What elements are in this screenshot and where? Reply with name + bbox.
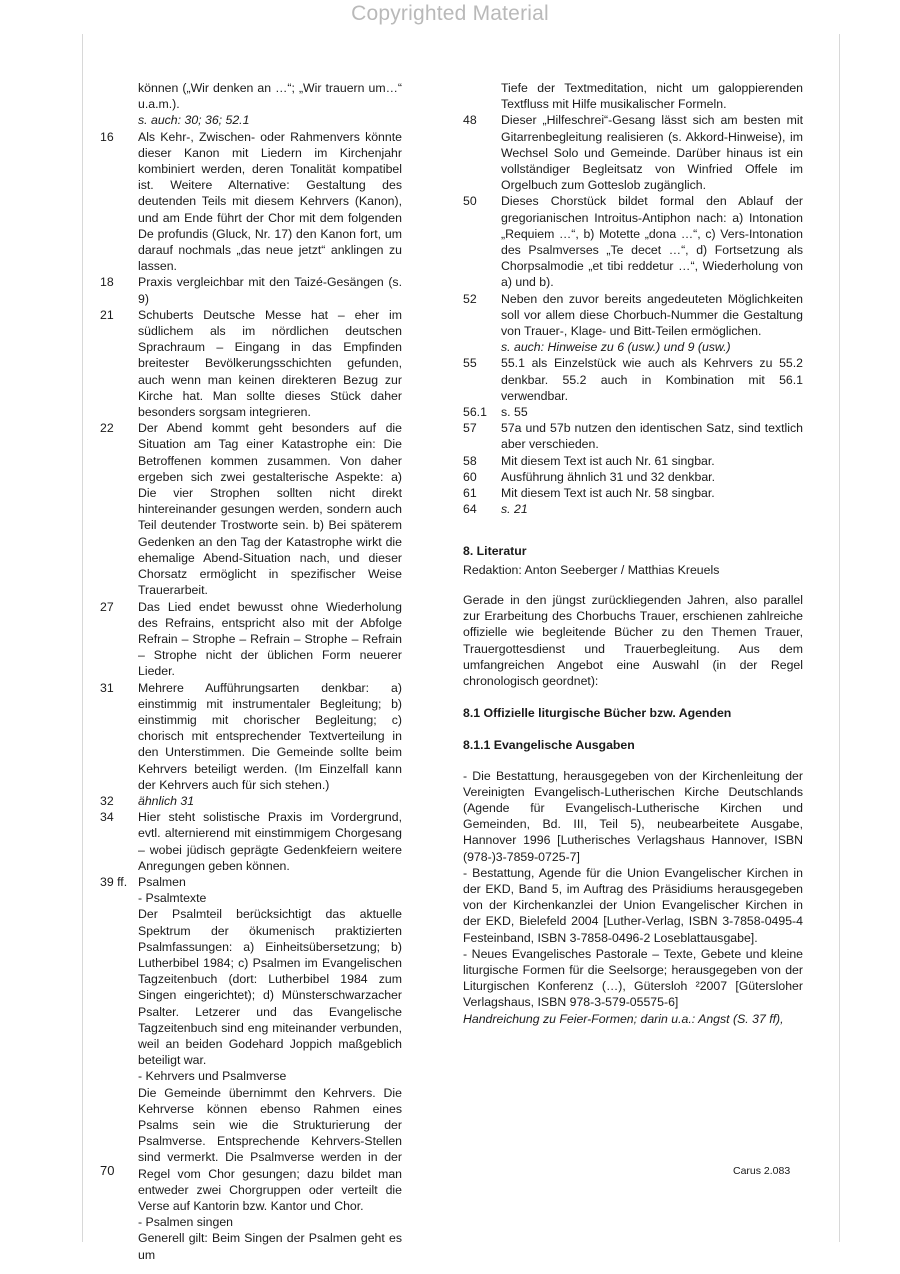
note-entry [100,599,402,680]
note-number: 39 ff. [100,874,128,889]
literature-intro: Gerade in den jüngst zurückliegenden Jahren, also parallel zur Erarbeitung des Chorbuchs Trauer, erschienen zahlreiche offizielle wie begleitende Bücher zu den Themen Trauer, Trauergottesdienst und Trauerbegleitung. Aus dem umfangreichen Angebot eine Auswahl (in der Regel chronologisch geordnet): [463,592,803,688]
note-entry [100,793,402,809]
psalm-subheading: - Kehrvers und Psalmverse [138,1069,287,1084]
note-number: 22 [100,421,114,436]
psalm-subheading: - Psalmen singen [138,1215,234,1230]
note-entry [463,291,803,340]
note-entry [100,129,402,275]
note-entry [463,420,803,452]
note-entry [463,485,803,501]
note-entry [100,874,402,890]
note-number: 55 [463,356,477,371]
note-text: Hier steht solistische Praxis im Vordergrund, evtl. alternierend mit einstimmigem Chorgesang – wobei jüdisch geprägte Gedenkfeiern weitere Anregungen geben können. [138,810,402,873]
book-item: - Die Bestattung, herausgegeben von der Kirchenleitung der Vereinigten Evangelisch-Lutherischen Kirche Deutschlands (Agende für Evangelisch-Lutherische Kirchen und Gemeinden, Bd. III, Teil 5), neubearbeitete Ausgabe, Hannover 1996 [Lutherisches Verlagshaus Hannover, ISBN (978-)3-7859-0725-7] [463,768,803,864]
note-entry [100,420,402,598]
psalm-paragraph: Der Psalmteil berücksichtigt das aktuelle Spektrum der ökumenisch praktizierten Psalmfassungen: a) Einheitsübersetzung; b) Lutherbibel 1984; c) Psalmen im Evangelischen Tagzeitenbuch (dort: Lutherbibel 1984 zum Singen eingerichtet); d) Münsterschwarzacher Psalter. Letzerer und das Evangelische Tagzeitenbuch sind eng miteinander verbunden, weil an beiden Godehard Joppich maßgeblich beteiligt war. [138,907,402,1068]
note-number: 32 [100,793,114,808]
note-text: Neben den zuvor bereits angedeuteten Möglichkeiten soll vor allem diese Chorbuch-Nummer die Gestaltung von Trauer-, Klage- und Bitt-Teilen ermöglichen. [501,291,803,339]
note-number: 56.1 [463,405,487,420]
note-entry [463,404,803,420]
note-number: 61 [463,486,477,501]
note-entry [100,307,402,420]
note-number: 64 [463,502,477,517]
note-entry [463,355,803,404]
note-entry [100,680,402,793]
intro-text: können („Wir denken an …“; „Wir trauern um…“ u.a.m.). [138,81,402,112]
note-text: Mit diesem Text ist auch Nr. 58 singbar. [501,486,715,501]
note-number: 31 [100,680,114,695]
note-number: 58 [463,453,477,468]
section-heading: 8.1 Offizielle liturgische Bücher bzw. Agenden [463,706,732,721]
note-text: Praxis vergleichbar mit den Taizé-Gesängen (s. 9) [138,275,402,306]
note-number: 60 [463,469,477,484]
note-entry [100,809,402,874]
note-text: 55.1 als Einzelstück wie auch als Kehrvers zu 55.2 denkbar. 55.2 auch in Kombination mit 56.1 verwendbar. [501,356,803,403]
page-number: 70 [100,1163,115,1178]
note-text: Der Abend kommt geht besonders auf die Situation am Tag einer Katastrophe ein: Die Betroffenen kommen zusammen. Von daher ergeben sich zwei gestalterische Aspekte: a) Die vier Strophen sollten nicht direkt hintereinander gesungen werden, sondern auch Teil deutender Trostworte sein. b) Bei späterem Gedenken an den Tag der Katastrophe wirkt die ehemalige Abend-Situation nach, und dieser Chorsatz ermöglicht in spezifischer Weise Trauerarbeit. [138,421,402,598]
note-number: 27 [100,599,114,614]
note-text: Psalmen [138,874,186,889]
note-text: Schuberts Deutsche Messe hat – eher im südlichem als im nördlichen deutschen Sprachraum – Eingang in das Empfinden breitester Bevölkerungsschichten gefunden, auch wenn man keinen direkteren Bezug zur Kirche hat. Man sollte dieses Stück daher besonders sorgsam integrieren. [138,307,402,420]
intro-see-also: s. auch: 30; 36; 52.1 [138,113,250,128]
editors-line: Redaktion: Anton Seeberger / Matthias Kreuels [463,562,720,577]
note-text: ähnlich 31 [138,793,195,808]
note-number: 48 [463,113,477,128]
psalm-paragraph: Die Gemeinde übernimmt den Kehrvers. Die Kehrverse können ebenso Rahmen eines Psalms sein wie die Strukturierung der Psalmverse. Entsprechende Kehrvers-Stellen sind vermerkt. Die Psalmverse werden in der Regel vom Chor gesungen; dazu bildet man entweder zwei Chorgruppen oder verteilt die Verse auf Kantorin bzw. Kantor und Chor. [138,1085,402,1214]
note-number: 18 [100,275,114,290]
note-number: 57 [463,421,477,436]
note-text: 57a und 57b nutzen den identischen Satz, sind textlich aber verschieden. [501,421,803,452]
note-entry [463,453,803,469]
note-number: 52 [463,291,477,306]
note-number: 50 [463,194,477,209]
note-text: Dieser „Hilfeschrei“-Gesang lässt sich am besten mit Gitarrenbegleitung realisieren (s. Akkord-Hinweise), im Wechsel Solo und Gemeinde. Darüber hinaus ist ein vollständiger Begleitsatz von Winfried Offele im Orgelbuch zum Gotteslob zugänglich. [501,113,803,193]
psalm-subheading: - Psalmtexte [138,891,207,906]
note-entry [100,274,402,306]
book-item: - Neues Evangelisches Pastorale – Texte, Gebete und kleine liturgische Formen für die Seelsorge; herausgegeben von der Liturgischen Konferenz (…), Gütersloh ²2007 [Gütersloher Verlagshaus, ISBN 978-3-579-05575-6] [463,946,803,1010]
note-number: 34 [100,810,114,825]
see-also-note: s. auch: Hinweise zu 6 (usw.) und 9 (usw.) [501,340,731,355]
note-text: s. 55 [501,405,528,420]
note-number: 21 [100,307,114,322]
right-column [463,80,803,1027]
note-number: 16 [100,129,114,144]
psalm-section [100,890,402,1263]
subsection-heading: 8.1.1 Evangelische Ausgaben [463,738,635,753]
note-entry [463,112,803,193]
note-text: Dieses Chorstück bildet formal den Ablauf der gregorianischen Introitus-Antiphon nach: a) Intonation „Requiem …“, b) Motette „dona …“, c) Vers-Intonation des Psalmverses „Te decet …“, d) Fortsetzung als Chorpsalmodie „et tibi reddetur …“, Wiederholung von a) und b). [501,194,803,290]
note-entry [463,501,803,517]
note-text: Das Lied endet bewusst ohne Wiederholung des Refrains, entspricht also mit der Abfolge Refrain – Strophe – Refrain – Strophe – Refrain – Strophe nicht der üblichen Form neuerer Lieder. [138,599,402,679]
note-text: Mit diesem Text ist auch Nr. 61 singbar. [501,453,715,468]
note-text: Als Kehr-, Zwischen- oder Rahmenvers könnte dieser Kanon mit Liedern im Kirchenjahr kombiniert werden, deren Tonalität kompatibel ist. Weitere Alternative: Gestaltung des deutenden Teils mit diesem Kehrvers (Kanon), und am Ende führt der Chor mit dem folgenden De profundis (Gluck, Nr. 17) den Kanon fort, um darauf nochmals „das neue jetzt“ anklingen zu lassen. [138,129,402,274]
note-entry [463,469,803,485]
note-entry [463,193,803,290]
intro-text: Tiefe der Textmeditation, nicht um galoppierenden Textfluss mit Hilfe musikalischer Formeln. [501,81,803,112]
watermark: Copyrighted Material [351,2,549,25]
left-column [100,80,402,1263]
catalog-code: Carus 2.083 [733,1165,791,1177]
note-text: Ausführung ähnlich 31 und 32 denkbar. [501,469,715,484]
psalm-paragraph: Generell gilt: Beim Singen der Psalmen geht es um [138,1231,402,1262]
book-item: Handreichung zu Feier-Formen; darin u.a.: Angst (S. 37 ff), [463,1011,784,1026]
note-text: s. 21 [501,502,528,517]
section-heading: 8. Literatur [463,544,527,559]
book-item: - Bestattung, Agende für die Union Evangelischer Kirchen in der EKD, Band 5, im Auftrag des Präsidiums herausgegeben von der Kirchenkanzlei der Union Evangelischer Kirchen in der EKD, Bielefeld 2004 [Luther-Verlag, ISBN 3-7858-0495-4 Festeinband, ISBN 3-7858-0496-2 Loseblattausgabe]. [463,865,803,945]
note-text: Mehrere Aufführungsarten denkbar: a) einstimmig mit instrumentaler Begleitung; b) einstimmig mit chorischer Begleitung; c) chorisch mit entsprechender Textverteilung in den Unterstimmen. Die Gemeinde sollte beim Kehrvers beteiligt werden. (Im Einzelfall kann der Kehrvers auch für sich stehen.) [138,680,402,792]
book-list [463,768,803,1027]
